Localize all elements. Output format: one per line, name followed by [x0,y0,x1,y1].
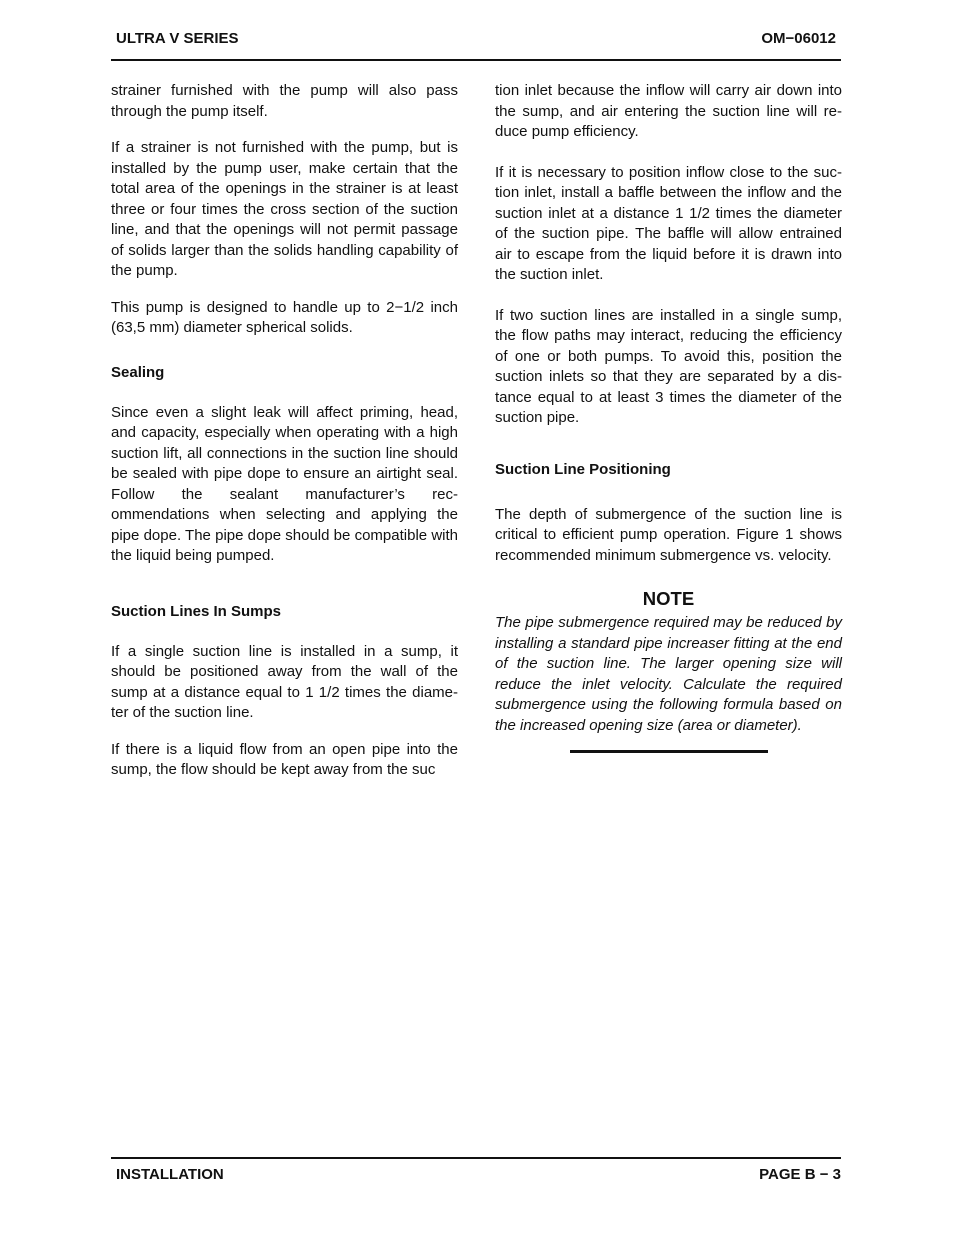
paragraph: The depth of submergence of the suction line is critical to efficient pump operation. Figure 1 shows recommended minimum submergence vs. velocity. [495,505,842,564]
paragraph: If a single suction line is installed in a sump, it should be positioned away from the wall of the sump at a distance equal to 1 1/2 times the diameter of the suction line. [111,642,458,721]
paragraph: strainer furnished with the pump will also pass through the pump itself. [111,82,458,120]
paragraph: If a strainer is not furnished with the pump, but is installed by the pump user, make certain that the total area of the openings in the strainer is at least three or four times the cross section of the suction line, and that the openings will not permit passage of solids larger than the solids handling capability of the pump. [111,139,458,279]
section-heading-suction-lines-in-sumps: Suction Lines In Sumps [111,602,282,620]
section-heading-sealing: Sealing [111,363,165,381]
footer-section-title: INSTALLATION [116,1166,224,1183]
note-box [495,588,842,753]
header-series-title: ULTRA V SERIES [116,30,239,47]
footer-page-number: PAGE B − 3 [759,1166,841,1183]
note-title: NOTE [642,588,695,609]
paragraph: Since even a slight leak will affect priming, head, and capacity, especially when operating with a high suction lift, all connections in the suction line should be sealed with pipe dope to ensure an airtight seal. Follow the sealant manufacturer’s recommendations when selecting and applying the pipe dope. The pipe dope should be compatible with the liquid being pumped. [111,403,458,564]
right-column [495,81,842,753]
header-rule [111,59,841,61]
paragraph: tion inlet because the inflow will carry air down into the sump, and air entering the suction line will reduce pump efficiency. [495,82,842,140]
paragraph: If two suction lines are installed in a single sump, the flow paths may interact, reducing the efficiency of one or both pumps. To avoid this, position the suction inlets so that they are separated by a distance equal to at least 3 times the diameter of the suction pipe. [495,306,842,426]
left-column [111,81,458,781]
paragraph: This pump is designed to handle up to 2−1/2 inch (63,5 mm) diameter spherical solids. [111,298,458,336]
note-end-rule [570,750,768,753]
footer-rule [111,1157,841,1159]
section-heading-suction-line-positioning: Suction Line Positioning [495,460,671,478]
paragraph: If there is a liquid flow from an open pipe into the sump, the flow should be kept away from the suc [111,740,458,778]
header-document-number: OM−06012 [761,30,836,47]
paragraph: If it is necessary to position inflow close to the suction inlet, install a baffle between the inflow and the suction inlet at a distance 1 1/2 times the diameter of the suction pipe. The baffle will allow entrained air to escape from the liquid before it is drawn into the suction inlet. [495,163,842,283]
note-body: The pipe submergence required may be reduced by installing a standard pipe increaser fitting at the end of the suction line. The larger opening size will reduce the inlet velocity. Calculate the required submergence using the following formula based on the increased opening size (area or diameter). [495,614,842,734]
